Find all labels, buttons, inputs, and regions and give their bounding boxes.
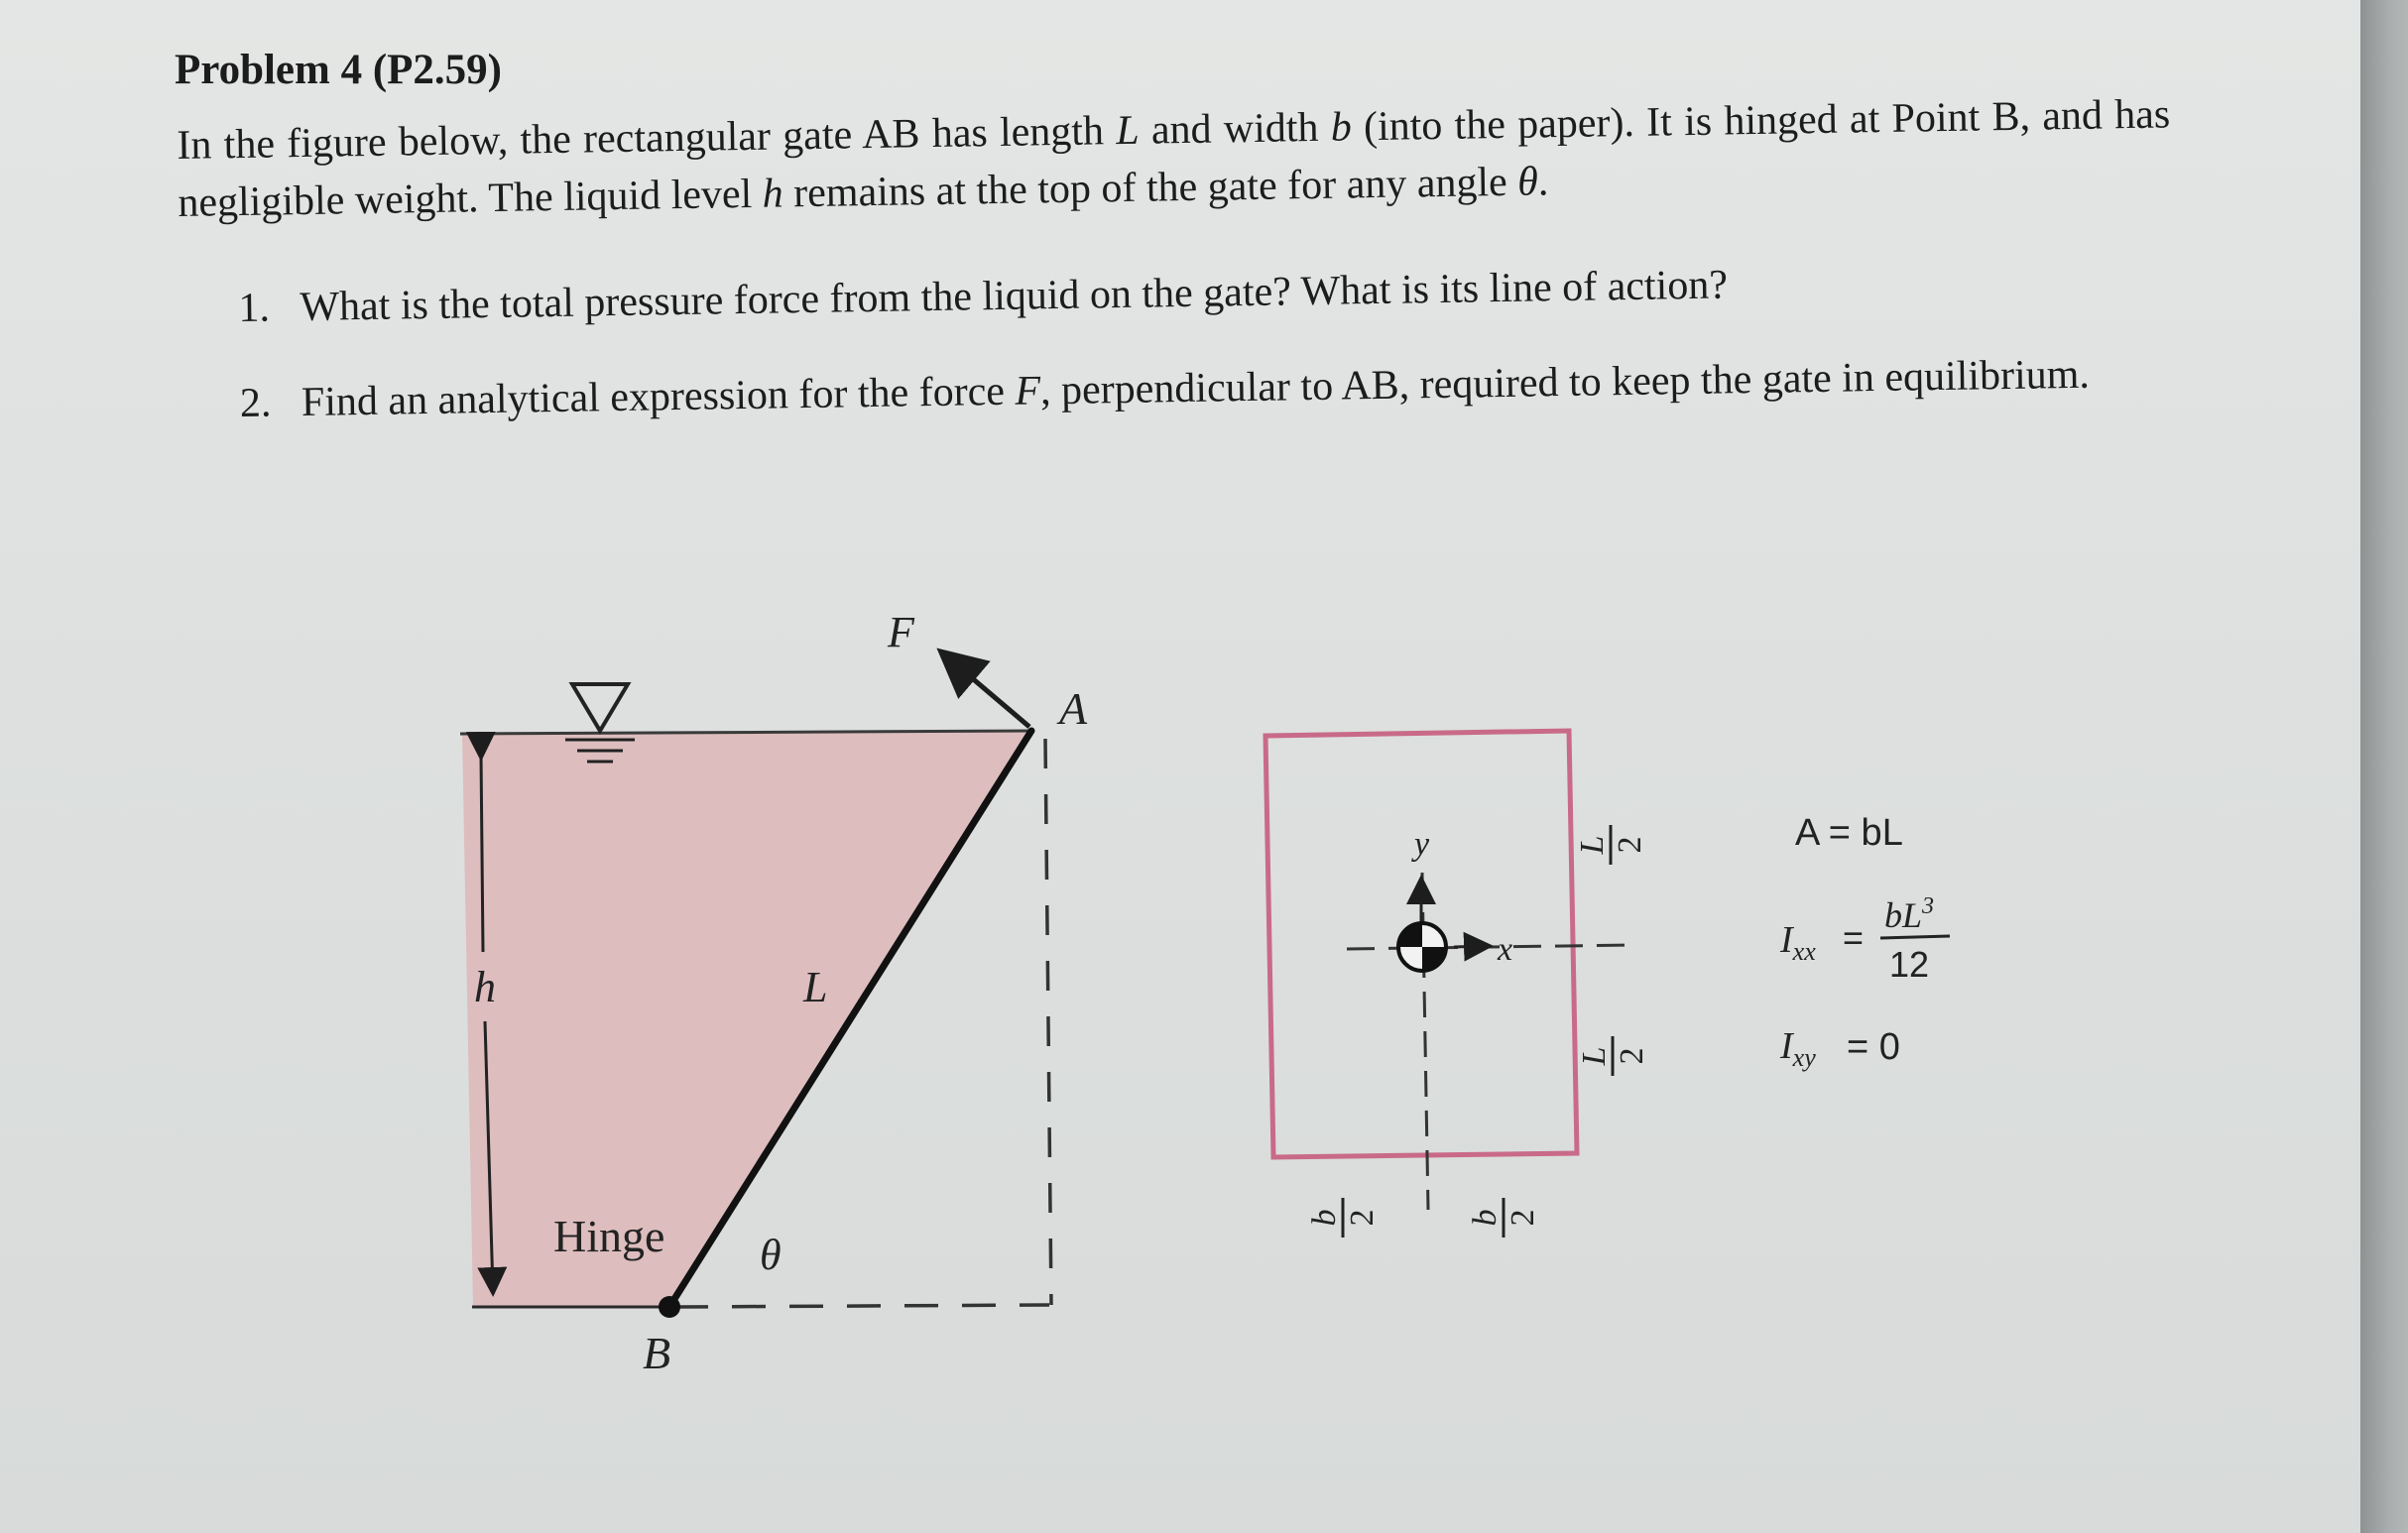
ixy-symbol: I: [1780, 1025, 1793, 1067]
ixy-subscript: xy: [1792, 1043, 1816, 1072]
ixx-equals-sign: =: [1843, 917, 1865, 958]
liquid-region: [462, 731, 1031, 1307]
math-symbol: h: [762, 171, 784, 217]
half-length-bottom-numerator: L: [1576, 1046, 1613, 1066]
hinge-label: Hinge: [553, 1211, 665, 1261]
ixy-formula: [1779, 1025, 1900, 1072]
text-run: Find an analytical expression for the force: [301, 368, 1016, 426]
x-axis-label: x: [1498, 931, 1513, 968]
text-run: and width: [1139, 104, 1332, 154]
half-length-bottom-fraction: [1576, 1036, 1650, 1076]
force-label: F: [888, 608, 914, 656]
math-symbol: F: [1015, 368, 1041, 414]
half-length-top-numerator: L: [1574, 835, 1611, 855]
gate-length-label: L: [803, 963, 828, 1011]
math-symbol: b: [1330, 104, 1353, 151]
x-axis-line: [1347, 945, 1634, 949]
text-run: remains at the top of the gate for any angle: [783, 159, 1518, 217]
point-b-label: B: [643, 1328, 671, 1378]
depth-label: h: [474, 963, 496, 1011]
text-run: (into the paper). It is hinged at Point B, and has negligible weight. The liquid level: [178, 91, 2171, 226]
half-width-right-denominator: 2: [1505, 1209, 1541, 1227]
question-number: 1.: [238, 285, 271, 331]
centroid-symbol: [1398, 923, 1446, 971]
ixx-formula: [1779, 893, 1950, 985]
y-axis-label: y: [1414, 826, 1430, 863]
math-symbol: L: [1115, 107, 1140, 155]
x-axis-arrow: [1454, 946, 1488, 947]
angle-label: θ: [760, 1231, 782, 1279]
math-symbol: θ: [1516, 159, 1539, 205]
ixx-numerator: bL: [1884, 895, 1923, 935]
point-a-label: A: [1059, 683, 1088, 734]
half-length-bottom-denominator: 2: [1614, 1047, 1650, 1065]
half-length-top-denominator: 2: [1612, 836, 1648, 854]
area-formula: A = bL: [1795, 812, 1903, 854]
svg-text:bL3: [1884, 893, 1934, 935]
plate-figure: [1265, 731, 1950, 1238]
svg-text:Ixx: [1779, 919, 1816, 966]
ixx-subscript: xx: [1792, 937, 1816, 966]
ixx-fraction-bar: [1880, 936, 1950, 938]
hinge-pin: [659, 1296, 680, 1318]
question-number: 2.: [239, 380, 272, 426]
text-run: , perpendicular to AB, required to keep the gate in equilibrium.: [1039, 351, 2091, 414]
half-width-left-denominator: 2: [1344, 1209, 1381, 1227]
projection-dashed-vertical: [1045, 739, 1051, 1305]
text-run: .: [1537, 159, 1549, 205]
half-width-left-fraction: [1306, 1198, 1381, 1238]
projection-dashed-horizontal: [674, 1305, 1049, 1307]
ixx-denominator: 12: [1889, 944, 1930, 985]
svg-text:Ixy: [1779, 1025, 1816, 1072]
half-width-left-numerator: b: [1306, 1209, 1343, 1227]
half-width-right-numerator: b: [1467, 1209, 1504, 1227]
ixx-numerator-exponent: 3: [1922, 893, 1935, 919]
text-run: In the figure below, the rectangular gate AB has length: [177, 108, 1117, 169]
half-width-right-fraction: [1467, 1198, 1541, 1238]
ixx-symbol: I: [1780, 919, 1793, 961]
problem-title: Problem 4 (P2.59): [175, 47, 502, 93]
ixy-rhs: = 0: [1847, 1026, 1900, 1068]
depth-dimension-upper: [481, 756, 483, 952]
text-run: What is the total pressure force from the liquid on the gate? What is its line of action?: [300, 262, 1729, 331]
force-arrow: [944, 654, 1029, 727]
gate-figure: [460, 608, 1088, 1378]
half-length-top-fraction: [1574, 825, 1648, 865]
